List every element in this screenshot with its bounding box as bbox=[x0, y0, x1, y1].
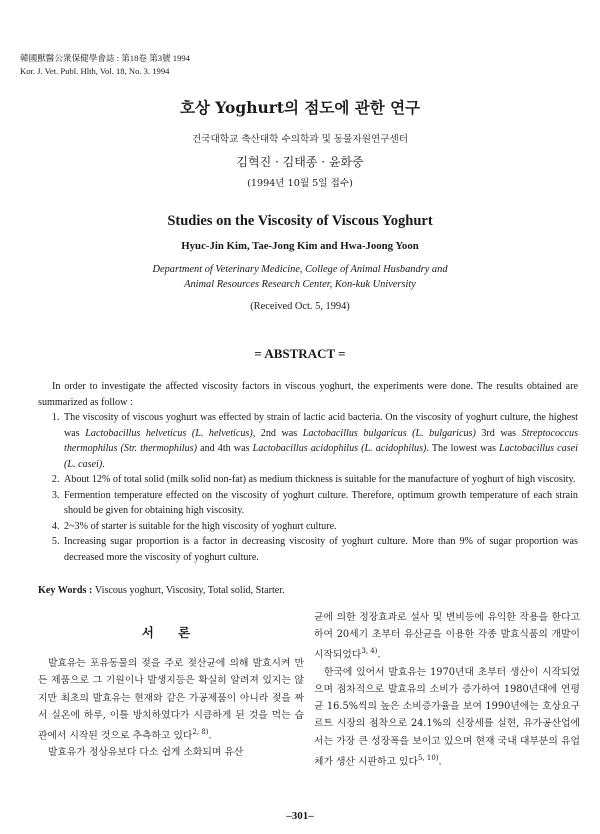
left-column bbox=[38, 618, 304, 762]
abstract-heading: = ABSTRACT = bbox=[254, 346, 346, 361]
page-number: –301– bbox=[286, 810, 314, 822]
para-end: . bbox=[438, 756, 442, 768]
journal-line-en: Kor. J. Vet. Publ. Hlth, Vol. 18, No. 3. 1994 bbox=[20, 66, 170, 76]
keywords-text: Viscous yoghurt, Viscosity, Total solid, Starter. bbox=[94, 585, 285, 596]
received-date-english: (Received Oct. 5, 1994) bbox=[250, 301, 350, 312]
citation: 2, 8) bbox=[192, 728, 209, 737]
item-text: and 4th was bbox=[197, 443, 253, 454]
keywords-separator: : bbox=[86, 585, 95, 596]
intro-paragraph-1 bbox=[38, 655, 304, 744]
section-heading-introduction: 서 론 bbox=[141, 625, 201, 640]
abstract-item-5: 5. Increasing sugar proportion is a factor in decreasing viscosity of yoghurt culture. More than 9% of sugar proportion was decreased more the viscosity of yoghurt culture. bbox=[62, 534, 578, 565]
abstract-body bbox=[38, 379, 578, 565]
para-text: 한국에 있어서 발효유는 1970년대 초부터 생산이 시작되었으며 점차적으로 발효유의 소비가 증가하여 1980년대에 연평균 16.5%씩의 높은 소비증가율을 보여 1990년에는 호상요구르트 시장의 점착으로 24.1%의 신장세를 실현, 유가공산업에서는 가장 큰 성장폭을 보이고 있으며 현재 국내 대부분의 유업체가 생산 시판하고 있다 bbox=[314, 666, 580, 768]
abstract-intro: In order to investigate the affected viscosity factors in viscous yoghurt, the experiments were done. The results obtained are summarized as follow : bbox=[38, 381, 578, 408]
para-end: . bbox=[377, 649, 381, 661]
received-date-korean: (1994년 10월 5일 접수) bbox=[247, 178, 353, 189]
intro-paragraph-2-start: 발효유가 정상유보다 다소 쉽게 소화되며 유산 bbox=[48, 747, 244, 759]
department-english bbox=[0, 262, 600, 292]
abstract-item-4: 4. 2~3% of starter is suitable for the high viscosity of yoghurt culture. bbox=[62, 519, 578, 535]
para-text: 발효유는 포유동물의 젖을 주로 젖산균에 의해 발효시켜 만든 제품으로 그 기원이나 발생지등은 확실히 알려져 있지는 않지만 최초의 발효유는 현재와 같은 가공제품이 아니라 젖을 짜서 실온에 하루, 이틀 방치하였다가 시큼하게 된 것을 먹는 습관에서 시작된 것으로 추측하고 있다 bbox=[38, 658, 304, 742]
item-text: 3rd was bbox=[475, 427, 522, 439]
right-column bbox=[314, 609, 580, 770]
affiliation-korean: 건국대학교 축산대학 수의학과 및 동물자원연구센터 bbox=[191, 134, 409, 145]
species-name: Lactobacillus casei (L. casei) bbox=[64, 443, 578, 470]
department-line-2: Animal Resources Research Center, Kon-kuk University bbox=[184, 279, 416, 290]
intro-paragraph-3 bbox=[314, 664, 580, 770]
citation: 3, 4) bbox=[361, 647, 378, 656]
intro-paragraph-2-continued bbox=[314, 609, 580, 664]
authors-english: Hyuc-Jin Kim, Tae-Jong Kim and Hwa-Joong Yoon bbox=[181, 240, 419, 252]
species-name: Streptococcus thermophilus (Str. thermophilus) bbox=[64, 427, 579, 454]
keywords bbox=[38, 585, 578, 596]
para-end: . bbox=[208, 730, 212, 742]
item-text: . bbox=[102, 458, 105, 470]
department-line-1: Department of Veterinary Medicine, College of Animal Husbandry and bbox=[152, 264, 448, 275]
species-name: Lactobacillus bulgaricus (L. bulgaricus) bbox=[302, 427, 476, 439]
abstract-item-2: 2. About 12% of total solid (milk solid non-fat) as medium thickness is suitable for the manufacture of yoghurt of high viscosity. bbox=[62, 472, 578, 488]
abstract-item-3: 3. Fermention temperature effected on the viscosity of yoghurt culture. Therefore, optimum growth temperature of each strain should be given for obtaining high viscosity. bbox=[62, 488, 578, 519]
item-text: . The lowest was bbox=[426, 443, 499, 454]
keywords-label: Key Words bbox=[38, 585, 87, 596]
journal-header bbox=[20, 52, 190, 78]
title-korean: 호상 Yoghurt의 점도에 관한 연구 bbox=[179, 98, 421, 117]
citation: 5, 10) bbox=[417, 753, 439, 762]
title-english: Studies on the Viscosity of Viscous Yoghurt bbox=[167, 213, 433, 229]
abstract-item-1 bbox=[62, 410, 578, 472]
abstract-results-list bbox=[38, 410, 578, 565]
item-text: , 2nd was bbox=[252, 427, 303, 439]
species-name: Lactobacillus helveticus (L. helveticus) bbox=[85, 427, 253, 439]
item-text: The viscosity of viscous yoghurt was effected by strain of lactic acid bacteria. On the viscosity of yoghurt culture, the highest was bbox=[64, 412, 578, 439]
para-text: 균에 의한 정장효과로 설사 및 변비등에 유익한 작용을 한다고 하여 20세기 초부터 유산균을 이용한 각종 발효식품의 개발이 시작되었다 bbox=[314, 612, 580, 661]
journal-line-ko: 韓國獸醫公衆保健學會誌 : 第18卷 第3號 1994 bbox=[20, 53, 190, 63]
authors-korean: 김혁진 · 김태종 · 윤화중 bbox=[236, 155, 364, 169]
species-name: Lactobacillus acidophilus (L. acidophilus) bbox=[252, 443, 427, 454]
